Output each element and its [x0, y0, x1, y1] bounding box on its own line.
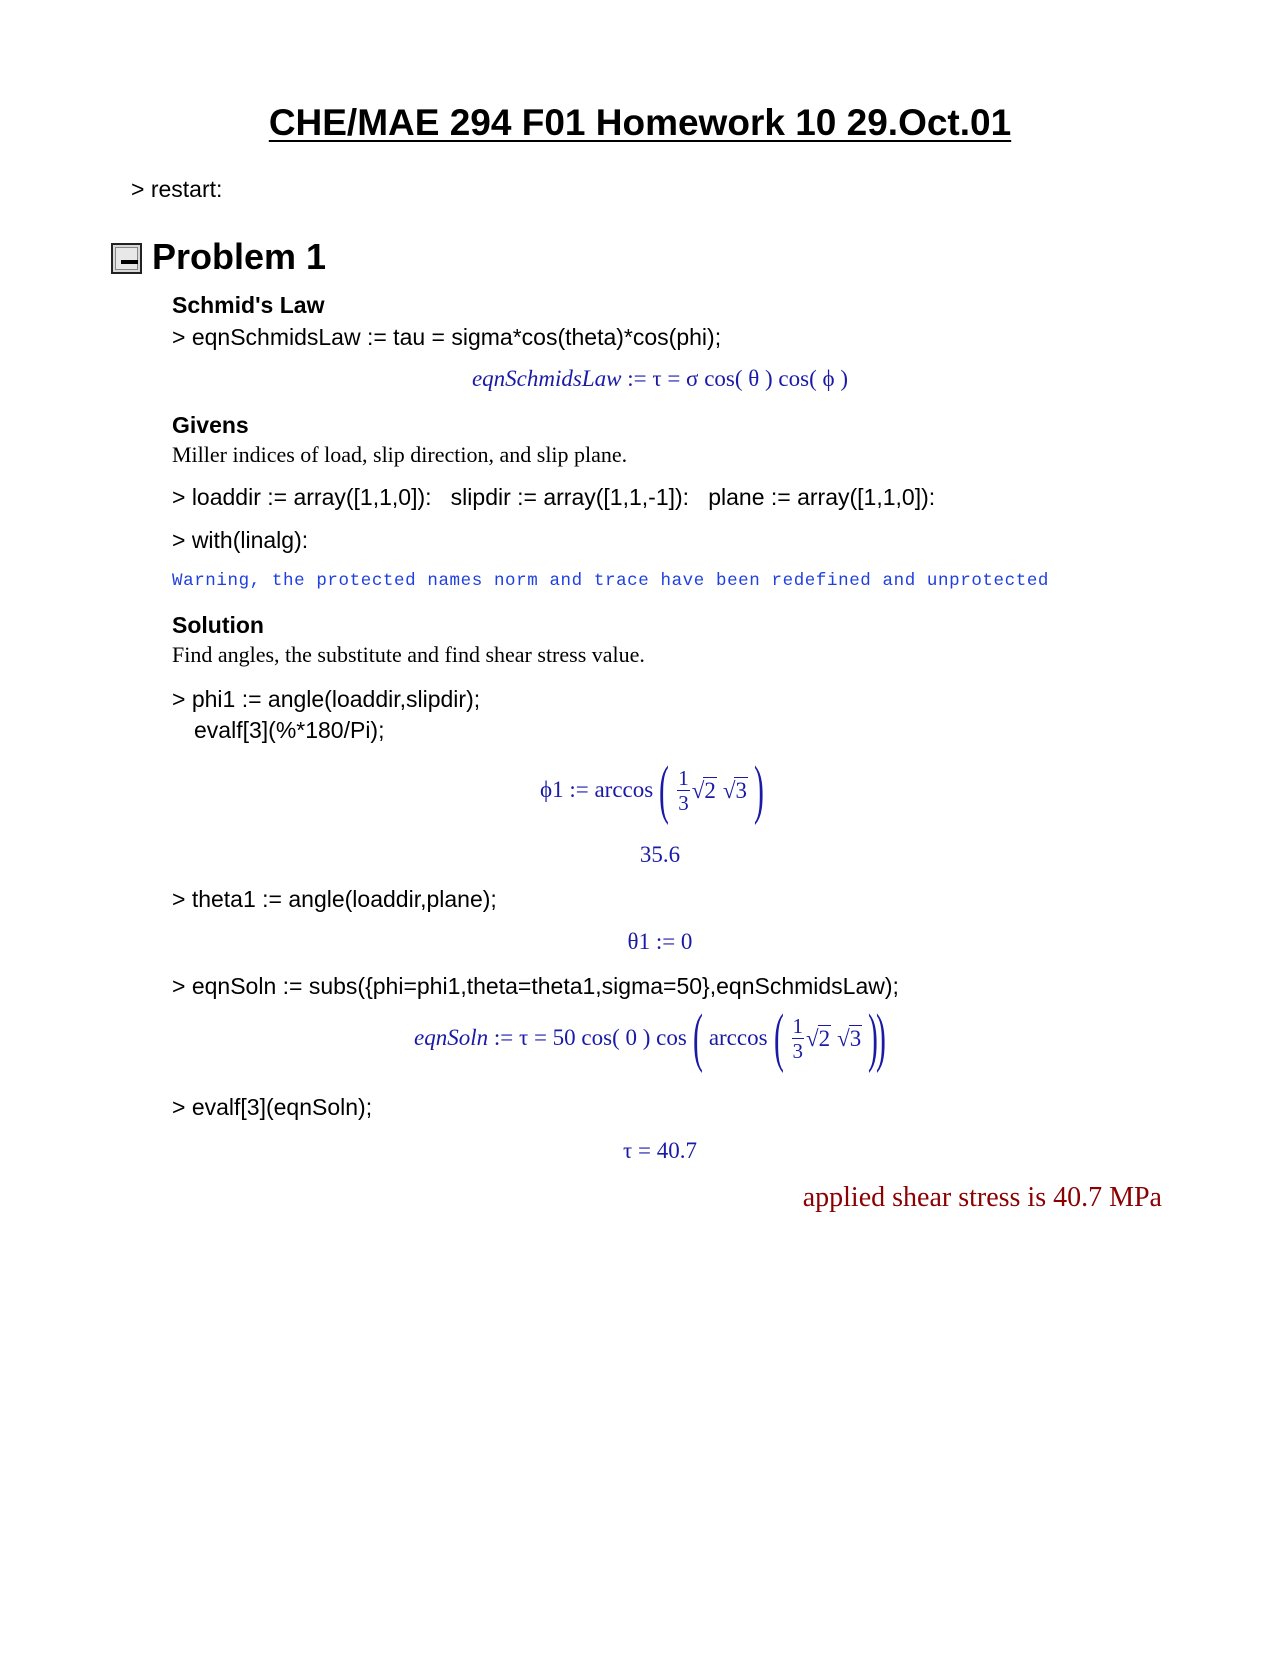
inner-right-paren: ) [868, 1001, 879, 1074]
soln-output-lhs: eqnSoln [414, 1025, 489, 1050]
outer-right-paren: ) [876, 1001, 887, 1074]
fraction-denominator: 3 [678, 790, 689, 815]
givens-input-arrays[interactable]: > loaddir := array([1,1,0]): slipdir := array([1,1,-1]): plane := array([1,1,0]): [172, 484, 936, 510]
soln-sqrt-3: √3 [837, 1025, 862, 1051]
soln-sqrt-2-radicand: 2 [818, 1025, 831, 1051]
schmid-output-rhs: := τ = σ cos( θ ) cos( ϕ ) [621, 366, 849, 391]
sqrt-2: √2 [691, 777, 716, 803]
left-paren: ( [659, 753, 670, 826]
schmid-heading: Schmid's Law [172, 292, 325, 318]
tau-output: τ = 40.7 [623, 1138, 697, 1163]
givens-heading: Givens [172, 412, 249, 438]
soln-sqrt-2: √2 [806, 1025, 831, 1051]
outer-left-paren: ( [692, 1001, 703, 1074]
soln-arccos: arccos [708, 1025, 768, 1050]
schmid-output [0, 366, 1280, 392]
soln-sqrt-3-radicand: 3 [849, 1025, 862, 1051]
sqrt-3-radicand: 3 [735, 777, 747, 803]
restart-command[interactable]: > restart: [131, 176, 223, 202]
soln-fraction [792, 1014, 805, 1063]
givens-input-linalg[interactable]: > with(linalg): [172, 527, 309, 553]
result-text: applied shear stress is 40.7 MPa [802, 1182, 1162, 1213]
sqrt-3: √3 [722, 777, 747, 803]
soln-fraction-denominator: 3 [792, 1038, 804, 1063]
phi-output [540, 753, 770, 826]
givens-text: Miller indices of load, slip direction, and slip plane. [172, 442, 628, 467]
theta-output: θ1 := 0 [627, 929, 693, 954]
sqrt-2-radicand: 2 [704, 777, 716, 803]
evalf-input[interactable]: > evalf[3](eqnSoln); [172, 1094, 373, 1120]
theta-input[interactable]: > theta1 := angle(loaddir,plane); [172, 886, 497, 912]
soln-output [414, 1001, 892, 1074]
inner-left-paren: ( [773, 1001, 784, 1074]
soln-input[interactable]: > eqnSoln := subs({phi=phi1,theta=theta1,sigma=50},eqnSchmidsLaw); [172, 973, 899, 999]
right-paren: ) [753, 753, 764, 826]
section-title: Problem 1 [152, 236, 327, 277]
phi-input-line2[interactable]: evalf[3](%*180/Pi); [194, 717, 385, 743]
soln-fraction-numerator: 1 [792, 1013, 804, 1038]
solution-heading: Solution [172, 612, 264, 638]
solution-text: Find angles, the substitute and find shear stress value. [172, 642, 645, 667]
phi-input-line1[interactable]: > phi1 := angle(loaddir,slipdir); [172, 686, 481, 712]
phi-output-lhs: ϕ1 := arccos [540, 777, 654, 802]
collapse-section-toggle[interactable] [111, 243, 142, 274]
warning-message: Warning, the protected names norm and trace have been redefined and unprotected [172, 571, 1050, 591]
schmid-input[interactable]: > eqnSchmidsLaw := tau = sigma*cos(theta)*cos(phi); [172, 324, 722, 350]
fraction-numerator: 1 [678, 765, 689, 790]
phi-degrees-output: 35.6 [639, 842, 681, 867]
schmid-output-lhs: eqnSchmidsLaw [471, 366, 622, 391]
minus-icon [115, 247, 138, 270]
soln-output-mid: := τ = 50 cos( 0 ) cos [488, 1025, 687, 1050]
page-title: CHE/MAE 294 F01 Homework 10 29.Oct.01 [268, 102, 1012, 143]
fraction [677, 766, 690, 815]
